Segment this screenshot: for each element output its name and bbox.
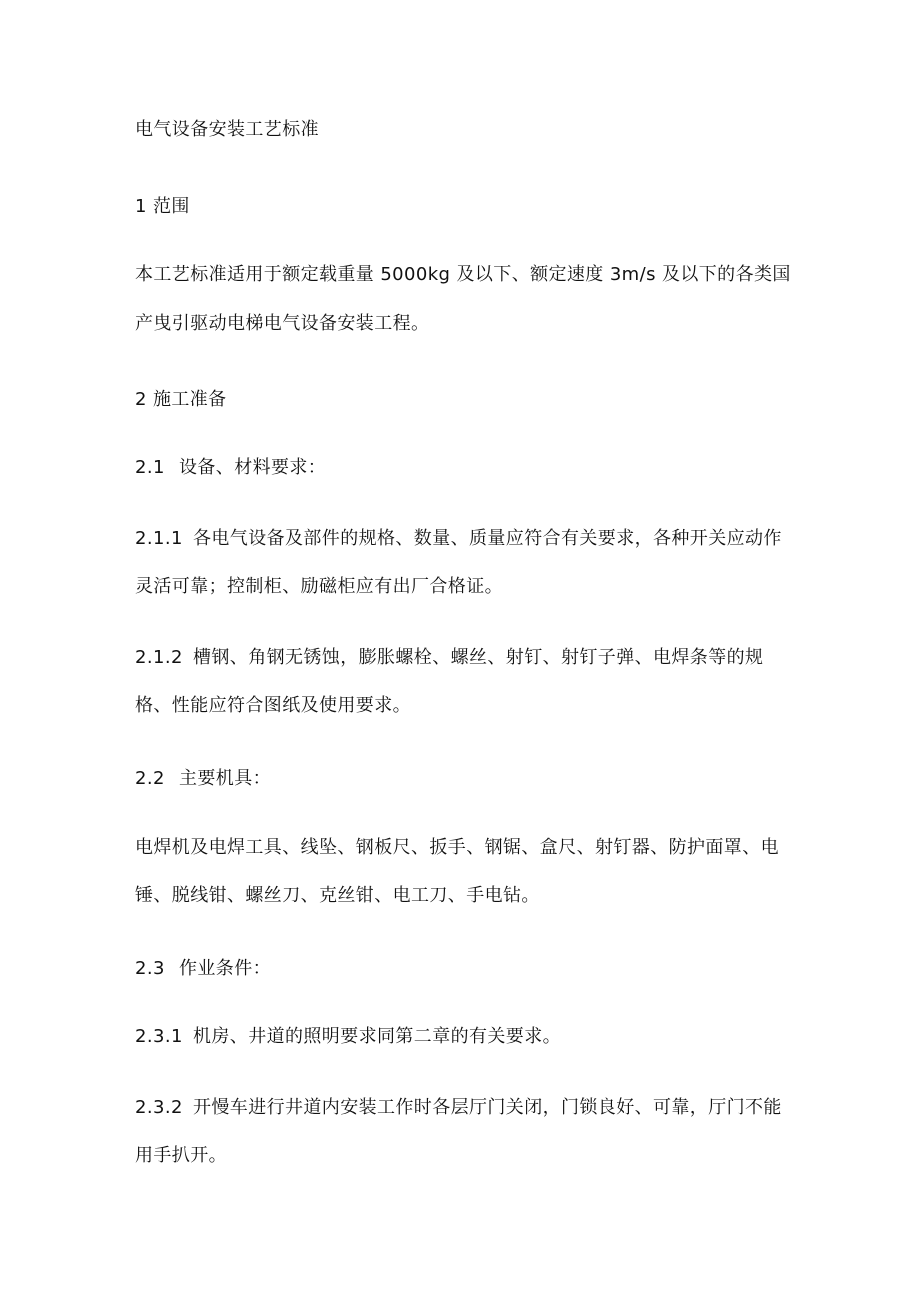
section-2-1-2-text-line-1: 槽钢、角钢无锈蚀，膨胀螺栓、螺丝、射钉、射钉子弹、电焊条等的规 bbox=[193, 647, 764, 668]
tools-line-1: 电焊机及电焊工具、线坠、钢板尺、扳手、钢锯、盒尺、射钉器、防护面罩、电 bbox=[135, 837, 779, 858]
section-2-1-1-line-1 bbox=[135, 527, 782, 551]
section-2-2-number: 2.2 bbox=[135, 768, 165, 789]
section-2-3-1-number: 2.3.1 bbox=[135, 1026, 183, 1047]
section-1-text-line-2: 产曳引驱动电梯电气设备安装工程。 bbox=[135, 313, 430, 334]
section-2-2-text: 主要机具： bbox=[179, 768, 271, 789]
section-2-3-1 bbox=[135, 1025, 561, 1049]
section-2-3 bbox=[135, 957, 271, 981]
tools-line-2: 锤、脱线钳、螺丝刀、克丝钳、电工刀、手电钻。 bbox=[135, 885, 540, 906]
section-2-1-1-number: 2.1.1 bbox=[135, 528, 183, 549]
section-2-heading: 2 施工准备 bbox=[135, 389, 227, 410]
document-title: 电气设备安装工艺标准 bbox=[135, 119, 319, 140]
section-2-2 bbox=[135, 767, 271, 791]
section-2-1-1-text-line-1: 各电气设备及部件的规格、数量、质量应符合有关要求，各种开关应动作 bbox=[193, 528, 782, 549]
section-2-1-2-text-line-2: 格、性能应符合图纸及使用要求。 bbox=[135, 695, 411, 716]
section-2-1-2-line-1 bbox=[135, 646, 763, 670]
section-2-1-text: 设备、材料要求： bbox=[179, 457, 327, 478]
section-2-3-2-number: 2.3.2 bbox=[135, 1097, 183, 1118]
section-2-3-number: 2.3 bbox=[135, 958, 165, 979]
section-2-3-1-text: 机房、井道的照明要求同第二章的有关要求。 bbox=[193, 1026, 561, 1047]
section-2-1-2-number: 2.1.2 bbox=[135, 647, 183, 668]
section-2-1-1-text-line-2: 灵活可靠；控制柜、励磁柜应有出厂合格证。 bbox=[135, 576, 503, 597]
section-2-1-number: 2.1 bbox=[135, 457, 165, 478]
section-2-3-2-text-line-2: 用手扒开。 bbox=[135, 1145, 227, 1166]
section-2-3-text: 作业条件： bbox=[179, 958, 271, 979]
section-2-3-2-line-1 bbox=[135, 1096, 782, 1120]
section-2-1 bbox=[135, 456, 326, 480]
section-1-text-line-1: 本工艺标准适用于额定载重量 5000kg 及以下、额定速度 3m/s 及以下的各类国 bbox=[135, 264, 791, 285]
section-1-heading: 1 范围 bbox=[135, 196, 190, 217]
section-2-3-2-text-line-1: 开慢车进行井道内安装工作时各层厅门关闭，门锁良好、可靠，厅门不能 bbox=[193, 1097, 782, 1118]
